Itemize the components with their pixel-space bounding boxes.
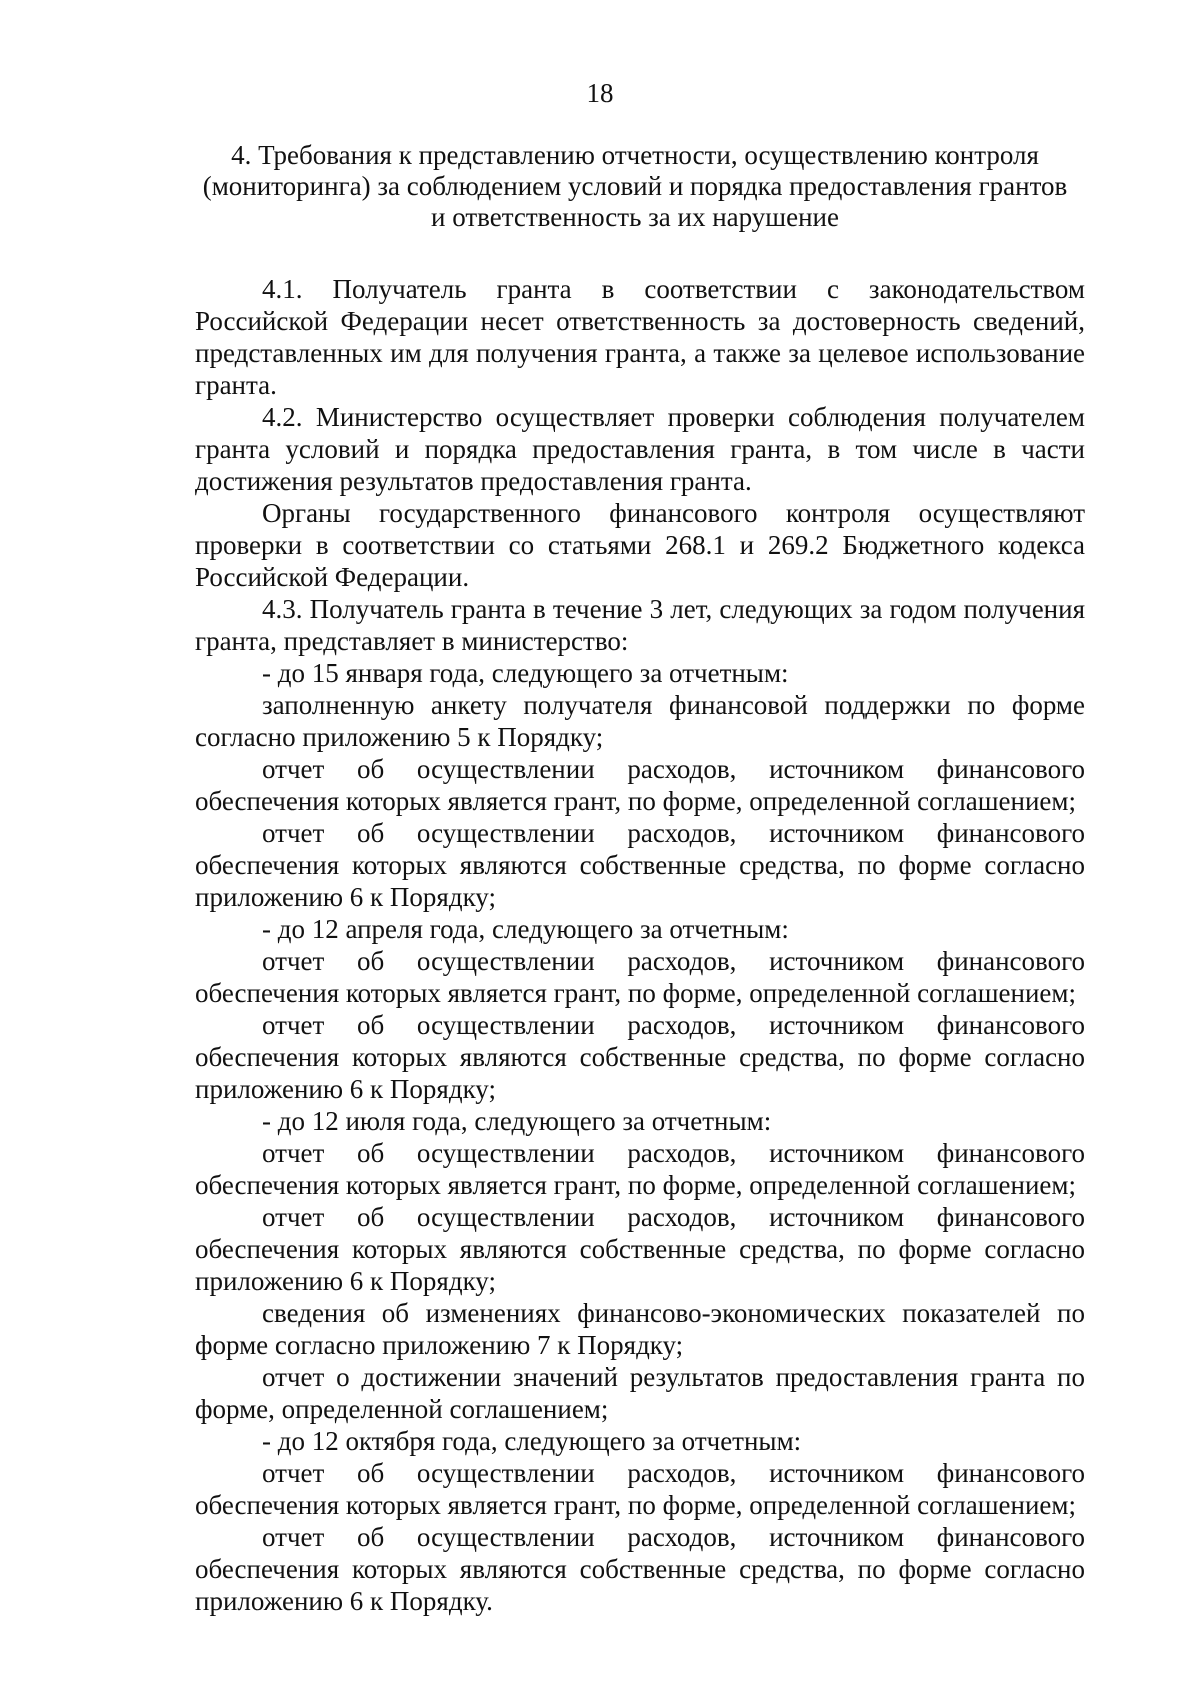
section-title-line: (мониторинга) за соблюдением условий и порядка предоставления грантов bbox=[202, 171, 1068, 201]
document-body bbox=[195, 273, 1085, 1617]
deadline-item: - до 12 июля года, следующего за отчетным: bbox=[262, 1106, 772, 1136]
paragraph: заполненную анкету получателя финансовой поддержки по форме согласно приложению 5 к Порядку; bbox=[195, 690, 1085, 752]
section-title-line: 4. Требования к представлению отчетности, осуществлению контроля bbox=[231, 140, 1039, 170]
paragraph-4-2: 4.2. Министерство осуществляет проверки соблюдения получателем гранта условий и порядка предоставления гранта, в том числе в части достижения результатов предоставления гранта. bbox=[195, 402, 1085, 496]
paragraph-4-3: 4.3. Получатель гранта в течение 3 лет, следующих за годом получения гранта, представляет в министерство: bbox=[195, 594, 1085, 656]
paragraph: отчет об осуществлении расходов, источником финансового обеспечения которых являются собственные средства, по форме согласно приложению 6 к Порядку. bbox=[195, 1522, 1085, 1616]
paragraph: отчет об осуществлении расходов, источником финансового обеспечения которых являются собственные средства, по форме согласно приложению 6 к Порядку; bbox=[195, 1010, 1085, 1104]
paragraph: отчет об осуществлении расходов, источником финансового обеспечения которых является грант, по форме, определенной соглашением; bbox=[195, 754, 1085, 816]
paragraph-4-1: 4.1. Получатель гранта в соответствии с законодательством Российской Федерации несет ответственность за достоверность сведений, представленных им для получения гранта, а также за целевое использование гранта. bbox=[195, 274, 1085, 400]
paragraph: отчет об осуществлении расходов, источником финансового обеспечения которых является грант, по форме, определенной соглашением; bbox=[195, 1138, 1085, 1200]
deadline-item: - до 12 апреля года, следующего за отчетным: bbox=[262, 914, 789, 944]
paragraph: отчет об осуществлении расходов, источником финансового обеспечения которых являются собственные средства, по форме согласно приложению 6 к Порядку; bbox=[195, 1202, 1085, 1296]
paragraph: сведения об изменениях финансово-экономических показателей по форме согласно приложению 7 к Порядку; bbox=[195, 1298, 1085, 1360]
page-number: 18 bbox=[586, 78, 614, 108]
section-title-line: и ответственность за их нарушение bbox=[431, 202, 839, 232]
paragraph: отчет об осуществлении расходов, источником финансового обеспечения которых являются собственные средства, по форме согласно приложению 6 к Порядку; bbox=[195, 818, 1085, 912]
deadline-item: - до 15 января года, следующего за отчетным: bbox=[262, 658, 789, 688]
deadline-item: - до 12 октября года, следующего за отчетным: bbox=[262, 1426, 802, 1456]
section-title bbox=[195, 140, 1075, 233]
paragraph: отчет об осуществлении расходов, источником финансового обеспечения которых является грант, по форме, определенной соглашением; bbox=[195, 1458, 1085, 1520]
paragraph: Органы государственного финансового контроля осуществляют проверки в соответствии со статьями 268.1 и 269.2 Бюджетного кодекса Российской Федерации. bbox=[195, 498, 1085, 592]
paragraph: отчет об осуществлении расходов, источником финансового обеспечения которых является грант, по форме, определенной соглашением; bbox=[195, 946, 1085, 1008]
paragraph: отчет о достижении значений результатов предоставления гранта по форме, определенной соглашением; bbox=[195, 1362, 1085, 1424]
